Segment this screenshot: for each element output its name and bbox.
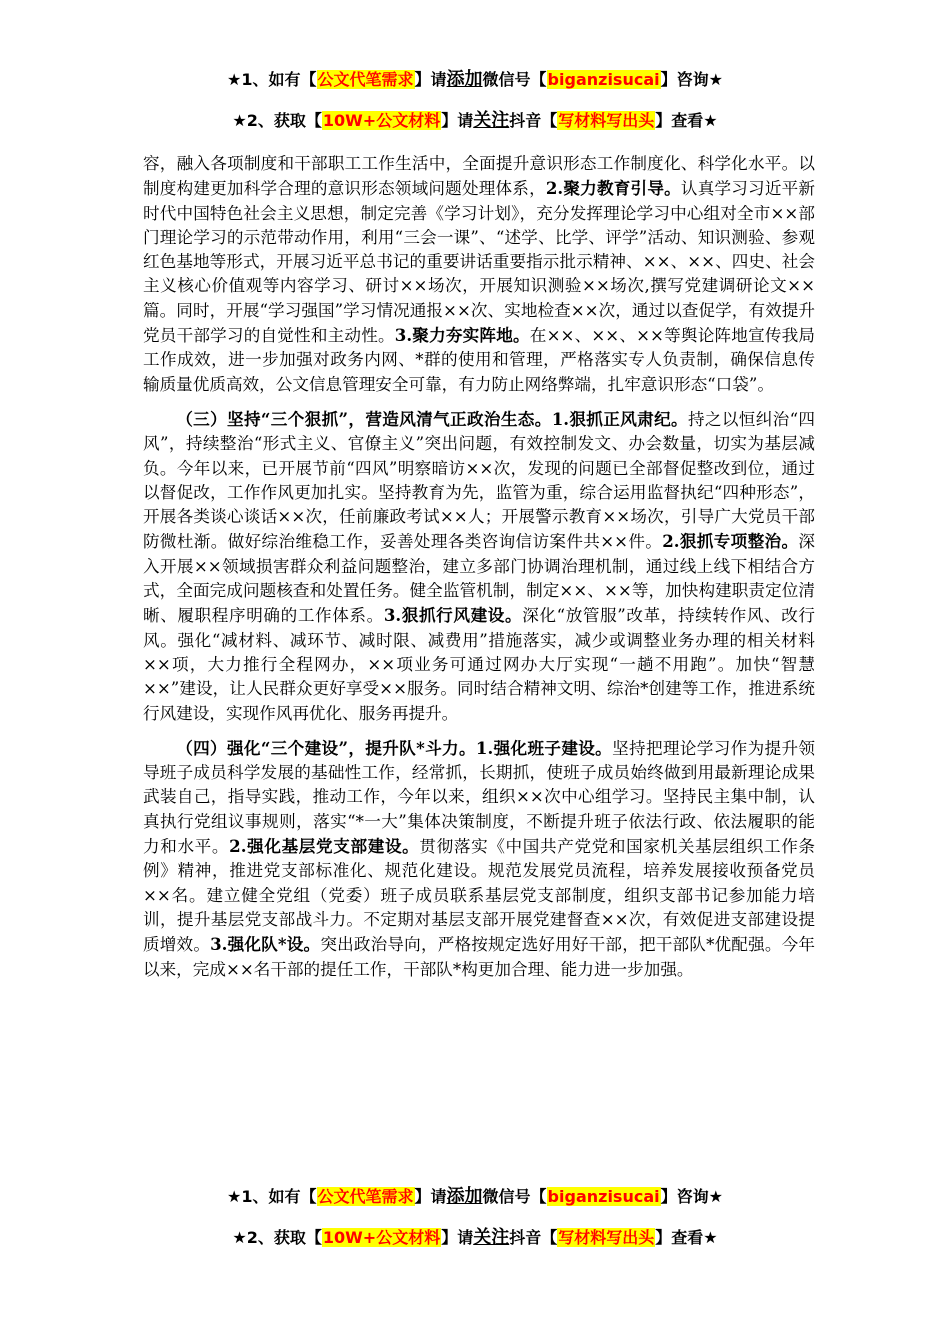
ad-banner-line-2-bottom: ★2、获取【10W+公文材料】请关注抖音【写材料写出头】查看★ [232,1227,718,1248]
highlight-douyin-account: 写材料写出头 [558,111,655,130]
paragraph-ideology: 容，融入各项制度和干部职工工作生活中，全面提升意识形态工作制度化、科学化水平。以制度构建更加科学合理的意识形态领域问题处理体系，2.聚力教育引导。认真学习习近平新时代中国特色社会主义思想，制定完善《学习计划》，充分发挥理论学习中心组对全市××部门理论学习的示范带动作用，利用“三会一课”、“述学、比学、评学”活动、知识测验、参观红色基地等形式，开展习近平总书记的重要讲话重要指示批示精神、××、××、四史、社会主义核心价值观等内容学习、研讨××场次，开展知识测验××场次,撰写党建调研论文××篇。同时，开展“学习强国”学习情况通报××次、实地检查××次，通过以查促学，有效提升党员干部学习的自觉性和主动性。3.聚力夯实阵地。在××、××、××等舆论阵地宣传我局工作成效，进一步加强对政务内网、*群的使用和管理，严格落实专人负责制，确保信息传输质量优质高效，公文信息管理安全可靠，有力防止网络弊端，扎牢意识形态“口袋”。 [143,154,816,394]
highlight-writing-service: 公文代笔需求 [317,70,414,89]
ad-banner-line-1-bottom: ★1、如有【公文代笔需求】请添加微信号【biganzisucai】咨询★ [227,1186,723,1207]
paragraph-three-grasps: （三）坚持“三个狠抓”，营造风清气正政治生态。1.狠抓正风肃纪。持之以恒纠治“四风”，持续整治“形式主义、官僚主义”突出问题，有效控制发文、办会数量，切实为基层减负。今年以来，已开展节前“四风”明察暗访××次，发现的问题已全部督促整改到位，通过以督促改，工作作风更加扎实。坚持教育为先，监管为重，综合运用监督执纪“四种形态”，开展各类谈心谈话××次，任前廉政考试××人；开展警示教育××场次，引导广大党员干部防微杜渐。做好综治维稳工作，妥善处理各类咨询信访案件共××件。2.狠抓专项整治。深入开展××领域损害群众利益问题整治，建立多部门协调治理机制，通过线上线下相结合方式，全面完成问题核查和处置任务。健全监管机制，制定××、××等，加快构建职责定位清晰、履职程序明确的工作体系。3.狠抓行风建设。深化“放管服”改革，持续转作风、改行风。强化“减材料、减环节、减时限、减费用”措施落实，减少或调整业务办理的相关材料××项，大力推行全程网办，××项业务可通过网办大厅实现“一趟不用跑”。加快“智慧××”建设，让人民群众更好享受××服务。同时结合精神文明、综治*创建等工作，推进系统行风建设，实现作风再优化、服务再提升。 [143,408,816,723]
ad-banner-line-1: ★1、如有【公文代笔需求】请添加微信号【biganzisucai】咨询★ [227,69,723,90]
paragraph-three-constructions: （四）强化“三个建设”，提升队*斗力。1.强化班子建设。坚持把理论学习作为提升领导班子成员科学发展的基础性工作，经常抓，长期抓，使班子成员始终做到用最新理论成果武装自己，指导实践，推动工作，今年以来，组织××次中心组学习。坚持民主集中制，认真执行党组议事规则，落实“*一大”集体决策制度，不断提升班子依法行政、依法履职的能力和水平。2.强化基层党支部建设。贯彻落实《中国共产党党和国家机关基层组织工作条例》精神，推进党支部标准化、规范化建设。规范发展党员流程，培养发展接收预备党员××名。建立健全党组（党委）班子成员联系基层党支部制度，组织支部书记参加能力培训，提升基层党支部战斗力。不定期对基层支部开展党建督查××次，有效促进支部建设提质增效。3.强化队*设。突出政治导向，严格按规定选好用好干部，把干部队*优配强。今年以来，完成××名干部的提任工作，干部队*构更加合理、能力进一步加强。 [143,737,816,979]
section-heading-3: （三）坚持“三个狠抓”，营造风清气正政治生态。 [176,408,552,429]
ad-banner-line-2: ★2、获取【10W+公文材料】请关注抖音【写材料写出头】查看★ [232,110,718,131]
document-body [143,152,815,992]
highlight-materials: 10W+公文材料 [322,111,441,130]
section-heading-4: （四）强化“三个建设”，提升队*斗力。 [176,737,476,758]
highlight-wechat-id: biganzisucai [547,70,660,89]
